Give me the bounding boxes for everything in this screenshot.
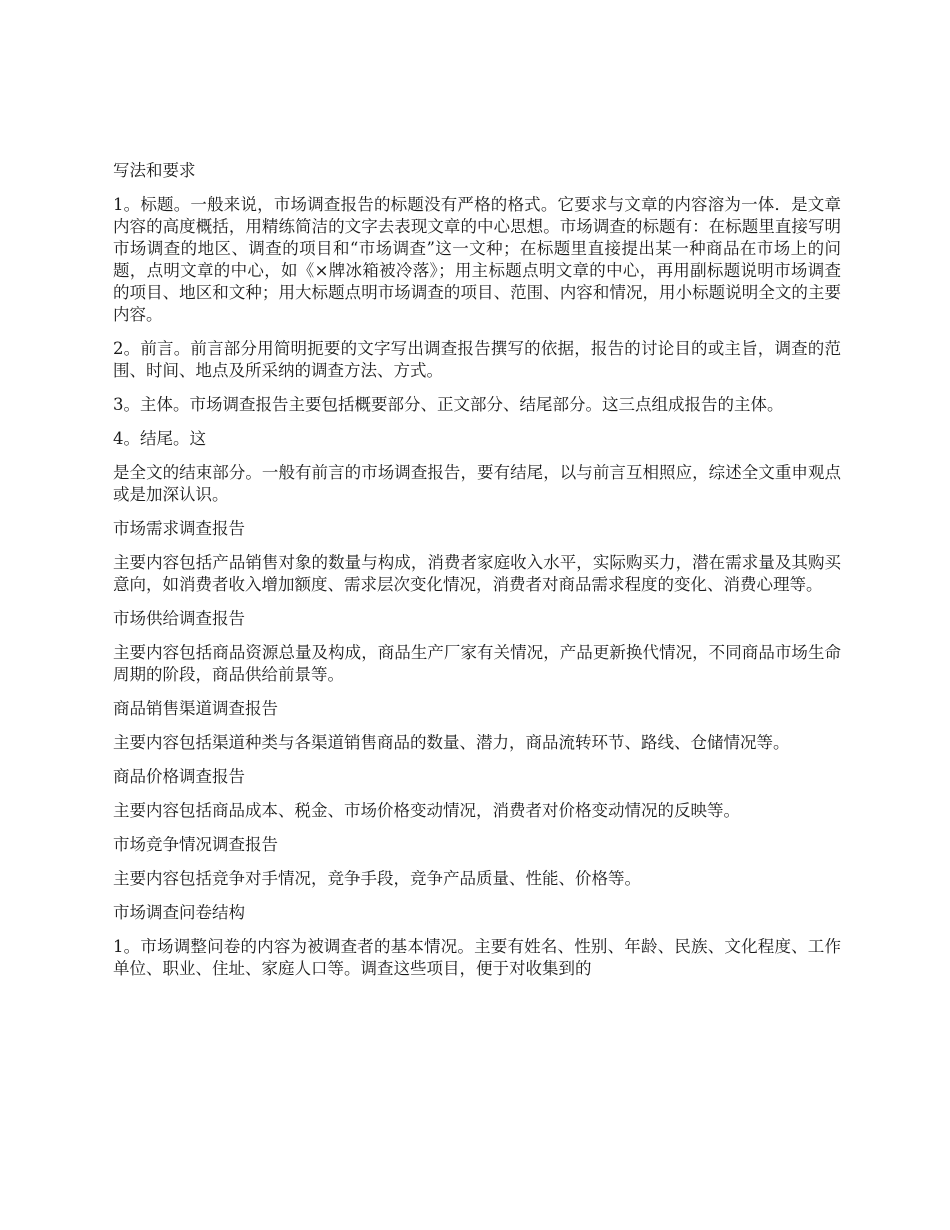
paragraph-competition-report: 主要内容包括竞争对手情况，竞争手段，竞争产品质量、性能、价格等。	[113, 869, 641, 888]
paragraph-price-report: 主要内容包括商品成本、税金、市场价格变动情况，消费者对价格变动情况的反映等。	[113, 801, 740, 820]
section-heading-writing-requirements: 写法和要求	[113, 161, 196, 180]
section-heading-competition-report: 市场竞争情况调查报告	[113, 835, 278, 854]
paragraph-title-rules: 1。标题。一般来说，市场调查报告的标题没有严格的格式。它要求与文章的内容溶为一体．是文章内容的高度概括，用精练简洁的文字去表现文章的中心思想。市场调查的标题有：在标题里直接写明市场调查的地区、调查的项目和“市场调查”这一文种；在标题里直接提出某一种商品在市场上的问题，点明文章的中心，如《×牌冰箱被冷落》；用主标题点明文章的中心，再用副标题说明市场调查的项目、地区和文种；用大标题点明市场调查的项目、范围、内容和情况，用小标题说明全文的主要内容。	[113, 195, 841, 324]
section-heading-supply-report: 市场供给调查报告	[113, 609, 245, 628]
paragraph-channel-report: 主要内容包括渠道种类与各渠道销售商品的数量、潜力，商品流转环节、路线、仓储情况等。	[113, 733, 790, 752]
section-heading-demand-report: 市场需求调查报告	[113, 519, 245, 538]
section-heading-price-report: 商品价格调查报告	[113, 767, 245, 786]
paragraph-supply-report: 主要内容包括商品资源总量及构成，商品生产厂家有关情况，产品更新换代情况，不同商品市场生命周期的阶段，商品供给前景等。	[113, 643, 841, 684]
paragraph-demand-report: 主要内容包括产品销售对象的数量与构成，消费者家庭收入水平，实际购买力，潜在需求量及其购买意向，如消费者收入增加额度、需求层次变化情况，消费者对商品需求程度的变化、消费心理等。	[113, 553, 841, 594]
paragraph-ending-rules: 是全文的结束部分。一般有前言的市场调查报告，要有结尾，以与前言互相照应，综述全文重申观点或是加深认识。	[113, 463, 841, 504]
section-heading-channel-report: 商品销售渠道调查报告	[113, 699, 278, 718]
document-body	[113, 160, 841, 992]
paragraph-preface-rules: 2。前言。前言部分用简明扼要的文字写出调查报告撰写的依据，报告的讨论目的或主旨，调查的范围、时间、地点及所采纳的调查方法、方式。	[113, 339, 841, 380]
section-heading-questionnaire-structure: 市场调查问卷结构	[113, 903, 245, 922]
paragraph-body-rules: 3。主体。市场调查报告主要包括概要部分、正文部分、结尾部分。这三点组成报告的主体。	[113, 395, 784, 414]
paragraph-ending-heading: 4。结尾。这	[113, 429, 206, 448]
paragraph-questionnaire-structure: 1。市场调整问卷的内容为被调查者的基本情况。主要有姓名、性别、年龄、民族、文化程度、工作单位、职业、住址、家庭人口等。调查这些项目，便于对收集到的	[113, 937, 841, 978]
